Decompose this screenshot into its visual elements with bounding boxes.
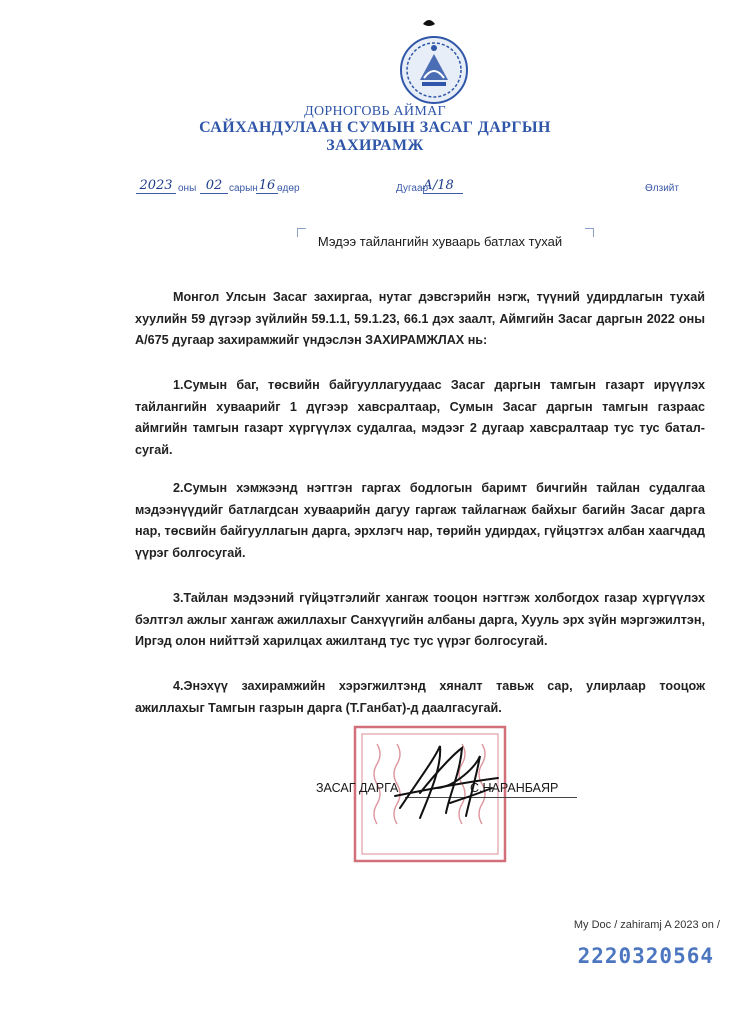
order-item-4-text: 4.Энэхүү захирамжийн хэрэгжилтэнд хяналт тавьж сар, улирлаар тооцож ажиллахыг Тамгын газрын дарга (Т.Ганбат)-д даалгасугай. — [135, 679, 705, 715]
order-item-4 — [135, 676, 705, 719]
date-day: 16 — [256, 178, 278, 194]
signatory-name: С.НАРАНБАЯР — [470, 781, 559, 795]
order-item-2-text: 2.Сумын хэмжээнд нэгтгэн гаргах бодлогын баримт бичгийн тайлан судалгаа мэдээнүүдийг батлагдсан хуваарийн дагуу гаргаж тайлагнаж байхыг багийн Засаг дарга нар, төсвийн байгууллагын дарга, эрхлэгч нар, төрийн удирдах, гүйцэтгэх албан хаагчдад үүрэг болгосугай. — [135, 481, 705, 560]
hole-punch-mark — [422, 18, 436, 28]
date-day-suffix: өдөр — [277, 183, 300, 194]
place-name: Өлзийт — [645, 183, 679, 194]
office-name: САЙХАНДУЛААН СУМЫН ЗАСАГ ДАРГЫН — [199, 119, 551, 136]
document-path: My Doc / zahiramj A 2023 on / — [573, 919, 720, 931]
date-year-suffix: оны — [178, 183, 197, 194]
date-month: 02 — [200, 178, 228, 194]
document-type: ЗАХИРАМЖ — [326, 137, 424, 154]
intro-text: Монгол Улсын Засаг захиргаа, нутаг дэвсгэрийн нэгж, түүний удирдлагын тухай хуулийн 59 дүгээр зүйлийн 59.1.1, 59.1.23, 66.1 дэх заалт, Аймгийн Засаг даргын 2022 оны А/675 дугаар захирамжийг үндэслэн ЗАХИРАМЖЛАХ нь: — [135, 290, 705, 347]
registration-number-stamp: 2220320564 — [577, 944, 714, 968]
handwritten-signature — [380, 738, 510, 828]
date-month-suffix: сарын — [229, 183, 258, 194]
signatory-title: ЗАСАГ ДАРГА — [316, 781, 399, 795]
order-item-2 — [135, 478, 705, 564]
order-number-label: Дугаар — [396, 183, 429, 194]
order-number: А/18 — [423, 178, 463, 194]
state-emblem-icon — [398, 34, 470, 106]
document-subject: Мэдээ тайлангийн хуваарь батлах тухай — [317, 234, 563, 249]
date-year: 2023 — [136, 178, 176, 194]
aimag-name: ДОРНОГОВЬ АЙМАГ — [304, 104, 446, 119]
order-item-3 — [135, 588, 705, 653]
intro-paragraph — [135, 287, 705, 352]
order-item-1-text: 1.Сумын баг, төсвийн байгууллагуудаас Засаг даргын тамгын газарт ирүүлэх тайлангийн хуваарийг 1 дүгээр хавсралтаар, Сумын Засаг даргын тамгын газраас аймгийн тамгын газарт хүргүүлэх судалгаа, мэдээг 2 дугаар хавсралтаар тус тус баталсугай. — [135, 378, 705, 457]
order-item-3-text: 3.Тайлан мэдээний гүйцэтгэлийг хангаж тооцон нэгтгэж холбогдох газар хүргүүлэх бэлтгэл ажлыг хангаж ажиллахыг Санхүүгийн албаны дарга, Хууль эрх зүйн мэргэжилтэн, Иргэд олон нийттэй харилцах ажилтанд тус тус үүрэг болгосугай. — [135, 591, 705, 648]
order-item-1 — [135, 375, 705, 461]
